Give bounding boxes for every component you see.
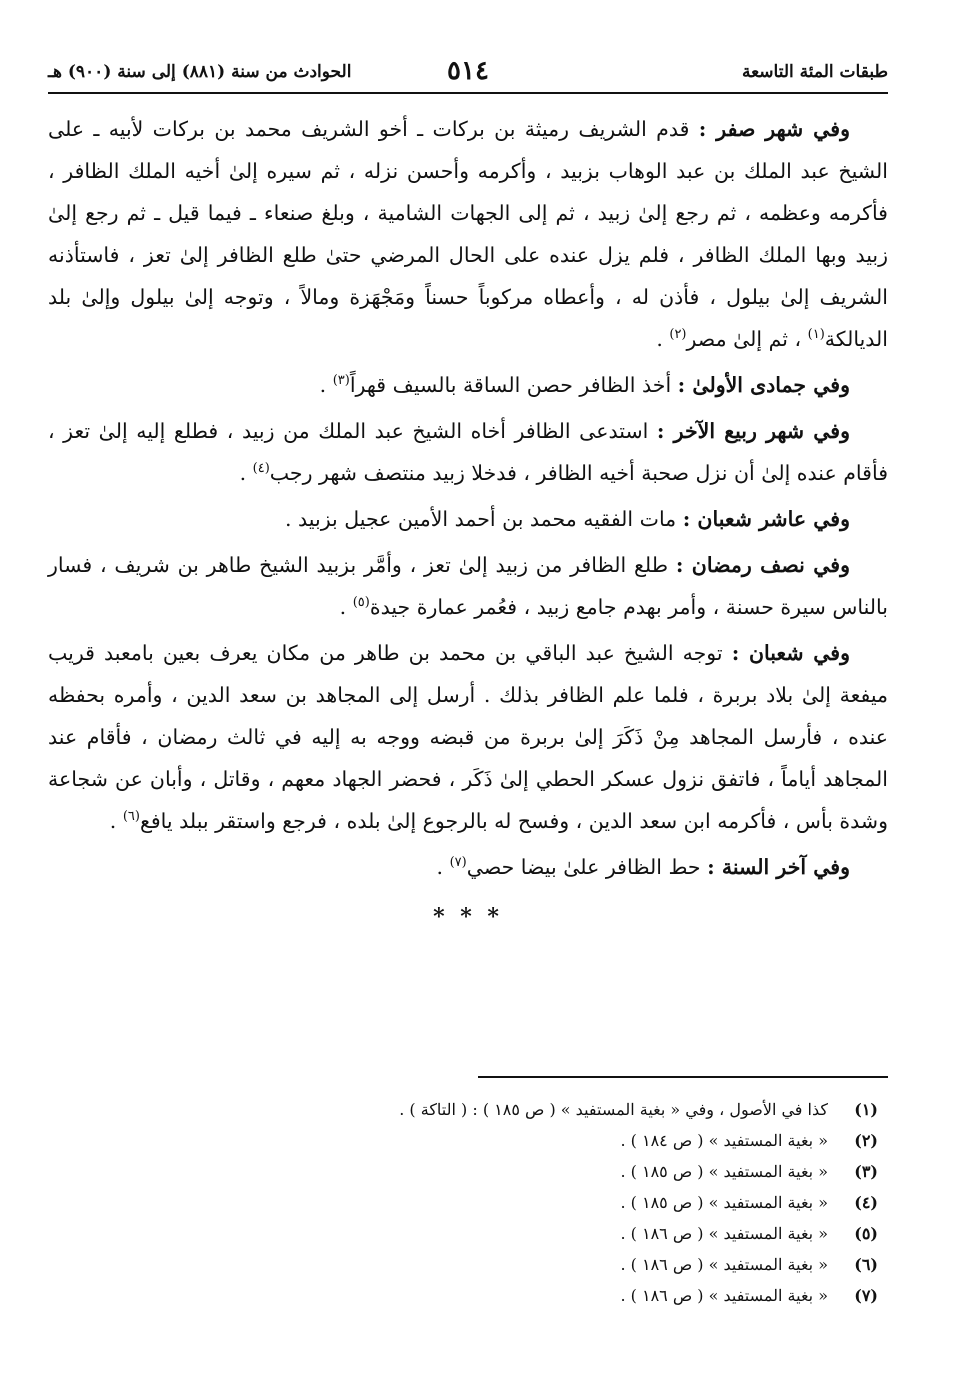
footnote-item (48, 1125, 888, 1156)
footnote-number: (٧) (854, 1286, 878, 1305)
paragraph-ramadan (48, 544, 888, 628)
paragraph-text: قدم الشريف رميثة بن بركات ـ أخو الشريف محمد بن بركات لأبيه ـ على الشيخ عبد الملك بن عبد الوهاب بزبيد ، وأكرمه وأحسن نزله ، ثم سيره إلىٰ أخيه الملك الظافر ، فأكرمه وعظمه ، ثم رجع إلىٰ زبيد ، ثم إلى الجهات الشامية ، وبلغ صنعاء ـ فيما قيل ـ ثم رجع إلىٰ زبيد وبها الملك الظافر ، فلم يزل عنده على الحال المرضي حتىٰ طلع الظافر إلىٰ تعز ، فاستأذنه الشريف إلىٰ بيلول ، فأذن له ، وأعطاه مركوباً حسناً ومَجْهَزة ومالاً ، وتوجه إلىٰ بيلول وإلىٰ بلد الديالكة (48, 117, 888, 351)
section-separator: * * * (433, 904, 503, 930)
footnotes (48, 1094, 888, 1311)
footnote-text: كذا في الأصول ، وفي « بغية المستفيد » ( ص ١٨٥ ) : ( التاكة ) . (399, 1100, 828, 1119)
footnote-text: « بغية المستفيد » ( ص ١٨٥ ) . (620, 1193, 828, 1212)
footnote-ref: (١) (807, 327, 825, 343)
book-page (48, 56, 888, 1356)
footnote-item (48, 1249, 888, 1280)
footnote-ref: (٤) (252, 461, 270, 477)
running-header (48, 56, 888, 92)
paragraph-end: . (436, 855, 450, 879)
paragraph-label: وفي جمادى الأولىٰ : (677, 373, 850, 397)
footnote-number: (٣) (854, 1162, 878, 1181)
footnote-text: « بغية المستفيد » ( ص ١٨٦ ) . (620, 1286, 828, 1305)
footnote-item (48, 1280, 888, 1311)
footnote-text: « بغية المستفيد » ( ص ١٨٦ ) . (620, 1224, 828, 1243)
paragraph-label: وفي نصف رمضان : (675, 553, 850, 577)
footnote-number: (٦) (854, 1255, 878, 1274)
paragraph-end: . (339, 595, 353, 619)
footnote-text: « بغية المستفيد » ( ص ١٨٦ ) . (620, 1255, 828, 1274)
footnote-number: (٤) (854, 1193, 878, 1212)
main-text (48, 108, 888, 938)
footnote-ref: (٦) (122, 809, 140, 825)
paragraph-rabi (48, 410, 888, 494)
paragraph-year-end (48, 846, 888, 888)
paragraph-end: . (239, 461, 253, 485)
footnote-number: (١) (854, 1100, 878, 1119)
footnote-text: « بغية المستفيد » ( ص ١٨٥ ) . (620, 1162, 828, 1181)
footnote-item (48, 1156, 888, 1187)
paragraph-jumada (48, 364, 888, 406)
paragraph-text: مات الفقيه محمد بن أحمد الأمين عجيل بزبيد . (285, 507, 677, 531)
footnote-number: (٥) (854, 1224, 878, 1243)
footnote-ref: (٥) (352, 595, 370, 611)
paragraph-text: استدعى الظافر أخاه الشيخ عبد الملك من زبيد ، فطلع إليه إلىٰ تعز ، فأقام عنده إلىٰ أن نزل صحبة أخيه الظافر ، فدخلا زبيد منتصف شهر رجب (48, 419, 888, 485)
footnote-item (48, 1094, 888, 1125)
footnote-item (48, 1218, 888, 1249)
footnote-divider (478, 1076, 888, 1078)
paragraph-text: طلع الظافر من زبيد إلىٰ تعز ، وأمَّر بزبيد الشيخ طاهر بن شريف ، فسار بالناس سيرة حسنة ، وأمر بهدم جامع زبيد ، فعُمر عمارة جيدة (48, 553, 888, 619)
page-number: ٥١٤ (447, 56, 489, 86)
paragraph-text: أخذ الظافر حصن الساقة بالسيف قهراً (349, 373, 672, 397)
header-divider (48, 92, 888, 94)
paragraph-text: توجه الشيخ عبد الباقي بن محمد بن طاهر من مكان يعرف بعين بامعبد قريب ميفعة إلىٰ بلاد بربرة ، فلما علم الظافر بذلك . أرسل إلى المجاهد بن سعد الدين ، وأمره بحفظه عنده ، فأرسل المجاهد مِنْ ذَكَرَ إلىٰ بربرة من قبضه ووجه به إليه في ثالث رمضان ، فأقام عند المجاهد أياماً ، فاتفق نزول عسكر الحطي إلىٰ ذَكَر ، فحضر الجهاد معهم ، وقاتل ، وأبان عن شجاعة وشدة بأس ، فأكرمه ابن سعد الدين ، وفسح له بالرجوع إلىٰ بلده ، فرجع واستقر ببلد يافع (48, 641, 888, 833)
footnote-ref: (٢) (669, 327, 687, 343)
paragraph-label: وفي عاشر شعبان : (682, 507, 850, 531)
paragraph-label: وفي شهر ربيع الآخر : (656, 419, 850, 443)
paragraph-end: . (109, 809, 123, 833)
paragraph-label: وفي آخر السنة : (707, 855, 850, 879)
paragraph-end: . (319, 373, 333, 397)
footnote-item (48, 1187, 888, 1218)
paragraph-text-cont: ، ثم إلىٰ مصر (686, 327, 808, 351)
paragraph-shaban (48, 632, 888, 842)
footnote-text: « بغية المستفيد » ( ص ١٨٤ ) . (620, 1131, 828, 1150)
paragraph-label: وفي شهر صفر : (698, 117, 850, 141)
paragraph-label: وفي شعبان : (731, 641, 850, 665)
paragraph-tenth-shaban (48, 498, 888, 540)
footnote-number: (٢) (854, 1131, 878, 1150)
chapter-title: الحوادث من سنة (٨٨١) إلى سنة (٩٠٠) هـ (48, 62, 352, 82)
paragraph-safar (48, 108, 888, 360)
book-title: طبقات المئة التاسعة (741, 62, 888, 82)
footnote-ref: (٣) (332, 373, 350, 389)
paragraph-end: . (656, 327, 670, 351)
paragraph-text: حط الظافر علىٰ بيضا حصي (466, 855, 701, 879)
footnote-ref: (٧) (449, 855, 467, 871)
